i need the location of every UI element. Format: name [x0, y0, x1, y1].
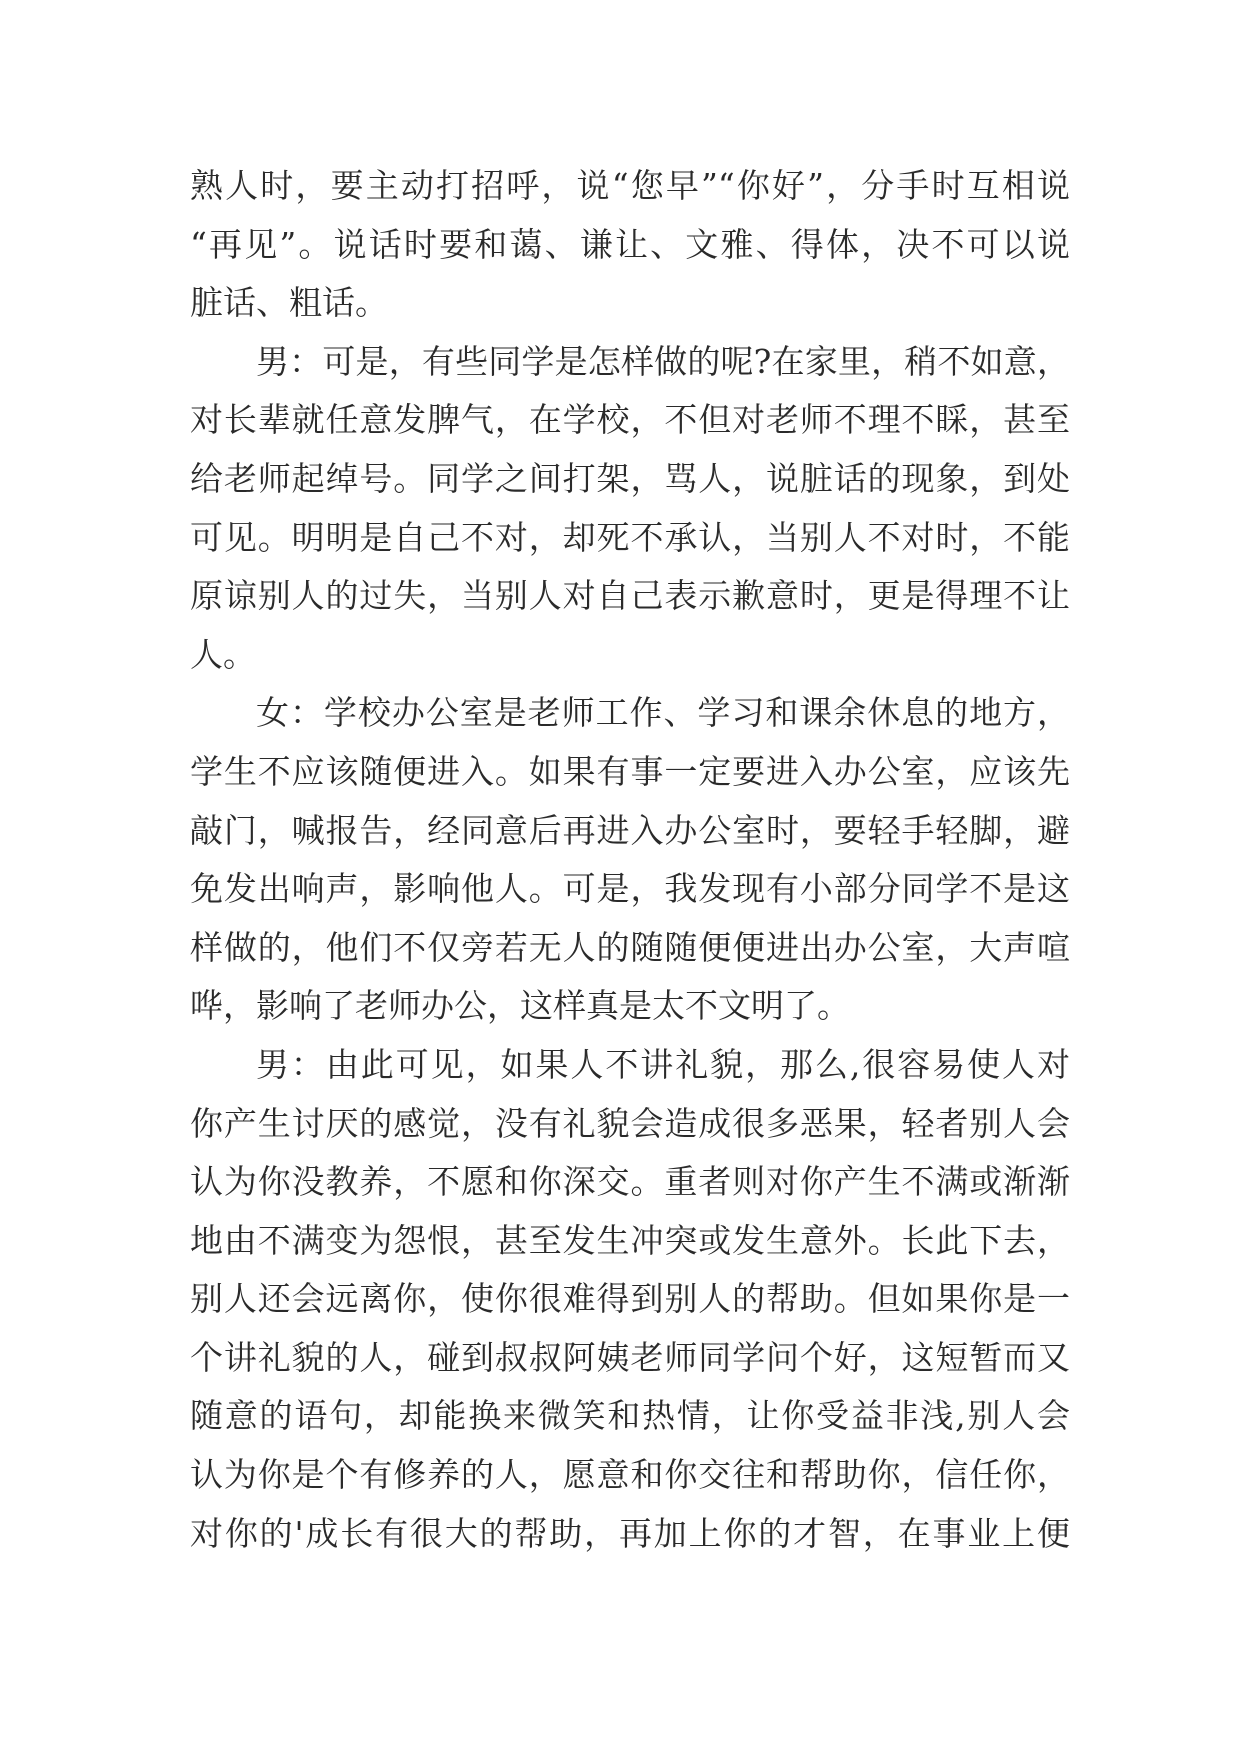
text-line: 人。 — [190, 634, 256, 674]
text-line: 可见。明明是自己不对，却死不承认，当别人不对时，不能 — [190, 517, 1070, 557]
text-line: 你产生讨厌的感觉，没有礼貌会造成很多恶果，轻者别人会 — [190, 1103, 1070, 1143]
text-line: 认为你没教养，不愿和你深交。重者则对你产生不满或渐渐 — [190, 1162, 1070, 1202]
text-line: 敲门，喊报告，经同意后再进入办公室时，要轻手轻脚，避 — [190, 810, 1070, 850]
text-line: 认为你是个有修养的人，愿意和你交往和帮助你，信任你， — [190, 1455, 1070, 1495]
text-line: 给老师起绰号。同学之间打架，骂人，说脏话的现象，到处 — [190, 458, 1070, 498]
text-line: 随意的语句，却能换来微笑和热情，让你受益非浅,别人会 — [190, 1396, 1070, 1436]
text-line: 熟人时，要主动打招呼，说“您早”“你好”，分手时互相说 — [190, 166, 1070, 205]
text-line: 别人还会远离你，使你很难得到别人的帮助。但如果你是一 — [190, 1279, 1070, 1319]
text-line: 个讲礼貌的人，碰到叔叔阿姨老师同学问个好，这短暂而又 — [190, 1337, 1070, 1377]
text-line: “再见”。说话时要和蔼、谦让、文雅、得体，决不可以说 — [190, 224, 1070, 264]
text-line: 男：由此可见，如果人不讲礼貌，那么,很容易使人对 — [256, 1044, 1070, 1084]
text-line: 脏话、粗话。 — [190, 283, 388, 323]
text-line: 学生不应该随便进入。如果有事一定要进入办公室，应该先 — [190, 751, 1070, 791]
text-body — [190, 157, 1070, 1563]
text-line: 原谅别人的过失，当别人对自己表示歉意时，更是得理不让 — [190, 576, 1070, 616]
text-line: 对长辈就任意发脾气，在学校，不但对老师不理不睬，甚至 — [190, 400, 1070, 440]
text-line: 女：学校办公室是老师工作、学习和课余休息的地方， — [256, 693, 1070, 733]
text-line: 哗，影响了老师办公，这样真是太不文明了。 — [190, 986, 850, 1026]
text-line: 样做的，他们不仅旁若无人的随随便便进出办公室，大声喧 — [190, 927, 1070, 967]
text-line: 男：可是，有些同学是怎样做的呢?在家里，稍不如意， — [256, 341, 1070, 381]
text-line: 对你的'成长有很大的帮助，再加上你的才智，在事业上便 — [190, 1513, 1070, 1553]
text-line: 地由不满变为怨恨，甚至发生冲突或发生意外。长此下去， — [190, 1220, 1070, 1260]
text-line: 免发出响声，影响他人。可是，我发现有小部分同学不是这 — [190, 869, 1070, 909]
